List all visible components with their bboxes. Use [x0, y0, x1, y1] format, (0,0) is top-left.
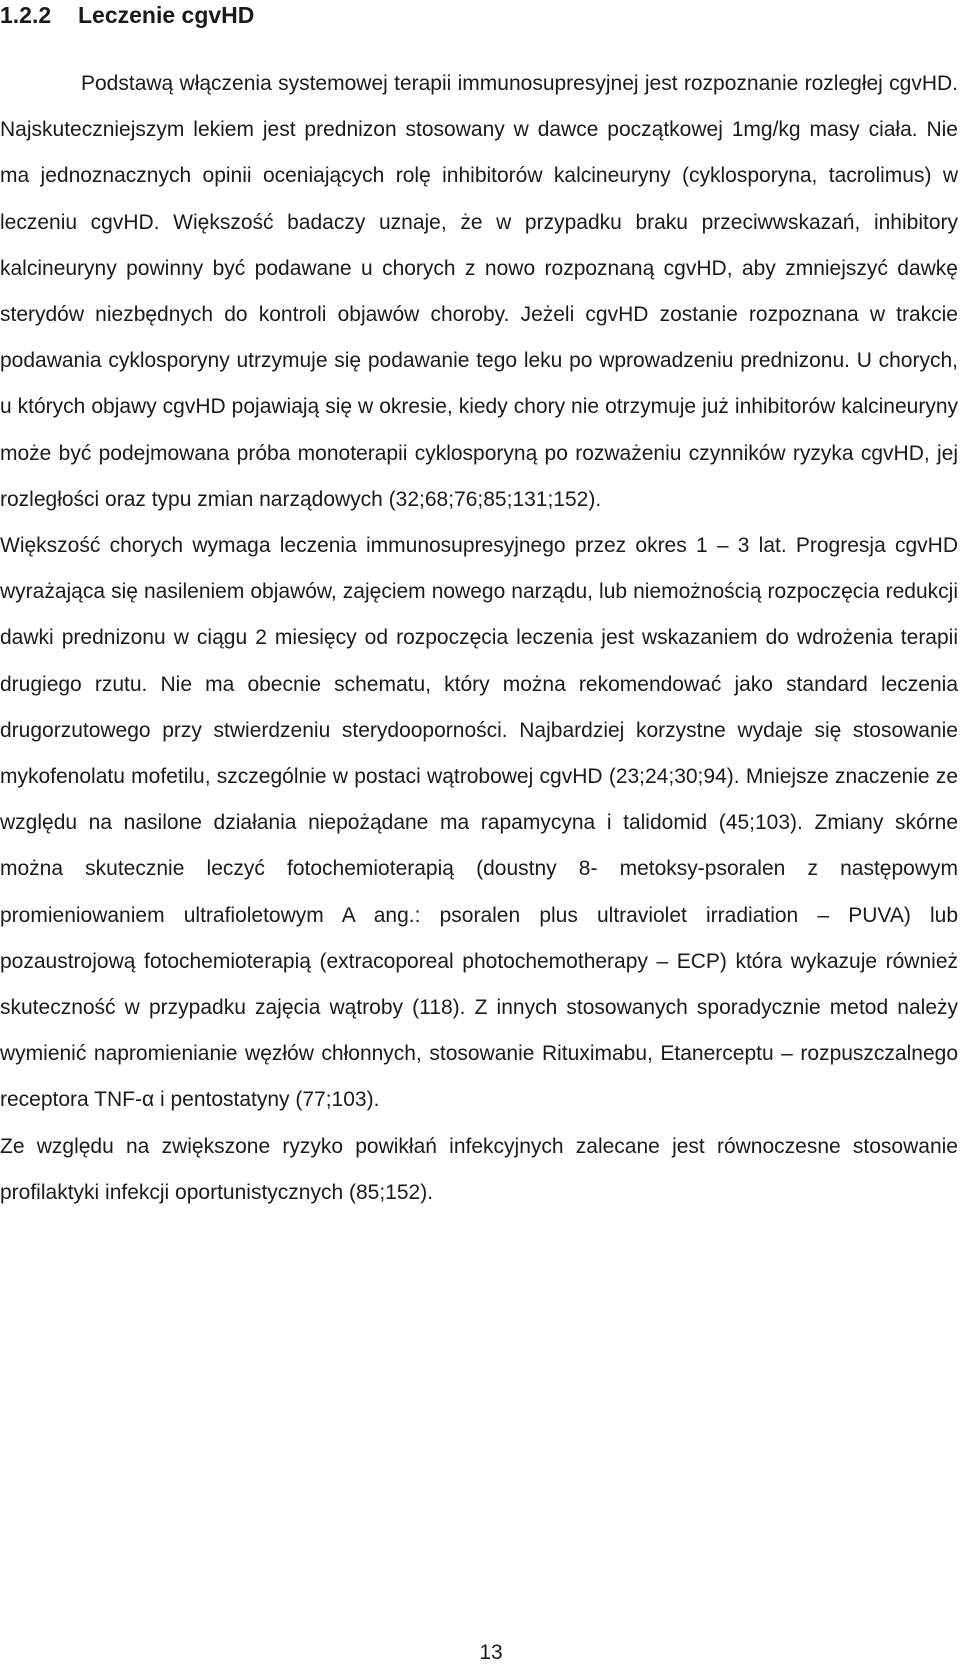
paragraph-second-line-therapy: Większość chorych wymaga leczenia immunosupresyjnego przez okres 1 – 3 lat. Progresja cgvHD wyrażająca się nasileniem objawów, zajęciem nowego narządu, lub niemożnością rozpoczęcia redukcji dawki prednizonu w ciągu 2 miesięcy od rozpoczęcia leczenia jest wskazaniem do wdrożenia terapii drugiego rzutu. Nie ma obecnie schematu, który można rekomendować jako standard leczenia drugorzutowego przy stwierdzeniu sterydooporności. Najbardziej korzystne wydaje się stosowanie mykofenolatu mofetilu, szczególnie w postaci wątrobowej cgvHD (23;24;30;94). Mniejsze znaczenie ze względu na nasilone działania niepożądane ma rapamycyna i talidomid (45;103). Zmiany skórne można skutecznie leczyć fotochemioterapią (doustny 8- metoksy-psoralen z następowym promieniowaniem ultrafioletowym A ang.: psoralen plus ultraviolet irradiation – PUVA) lub pozaustrojową fotochemioterapią (extracoporeal photochemotherapy – ECP) która wykazuje również skuteczność w przypadku zajęcia wątroby (118). Z innych stosowanych sporadycznie metod należy wymienić napromienianie węzłów chłonnych, stosowanie Rituximabu, Etanerceptu – rozpuszczalnego receptora TNF-α i pentostatyny (77;103).	[0, 534, 958, 1112]
page-number	[0, 1640, 960, 1666]
paragraph-treatment-basis: Podstawą włączenia systemowej terapii immunosupresyjnej jest rozpoznanie rozległej cgvHD. Najskuteczniejszym lekiem jest prednizon stosowany w dawce początkowej 1mg/kg masy ciała. Nie ma jednoznacznych opinii oceniających rolę inhibitorów kalcineuryny (cyklosporyna, tacrolimus) w leczeniu cgvHD. Większość badaczy uznaje, że w przypadku braku przeciwwskazań, inhibitory kalcineuryny powinny być podawane u chorych z nowo rozpoznaną cgvHD, aby zmniejszyć dawkę sterydów niezbędnych do kontroli objawów choroby. Jeżeli cgvHD zostanie rozpoznana w trakcie podawania cyklosporyny utrzymuje się podawanie tego leku po wprowadzeniu prednizonu. U chorych, u których objawy cgvHD pojawiają się w okresie, kiedy chory nie otrzymuje już inhibitorów kalcineuryny może być podejmowana próba monoterapii cyklosporyną po rozważeniu czynników ryzyka cgvHD, jej rozległości oraz typu zmian narządowych (32;68;76;85;131;152).	[0, 72, 958, 511]
section-title: Leczenie cgvHD	[78, 2, 255, 28]
paragraph-infection-prophylaxis: Ze względu na zwiększone ryzyko powikłań infekcyjnych zalecane jest równoczesne stosowanie profilaktyki infekcji oportunistycznych (85;152).	[0, 1134, 958, 1204]
page-number-label: 13	[479, 1641, 503, 1664]
section-number: 1.2.2	[0, 2, 52, 28]
body-text	[0, 61, 958, 1216]
section-heading	[0, 0, 254, 30]
